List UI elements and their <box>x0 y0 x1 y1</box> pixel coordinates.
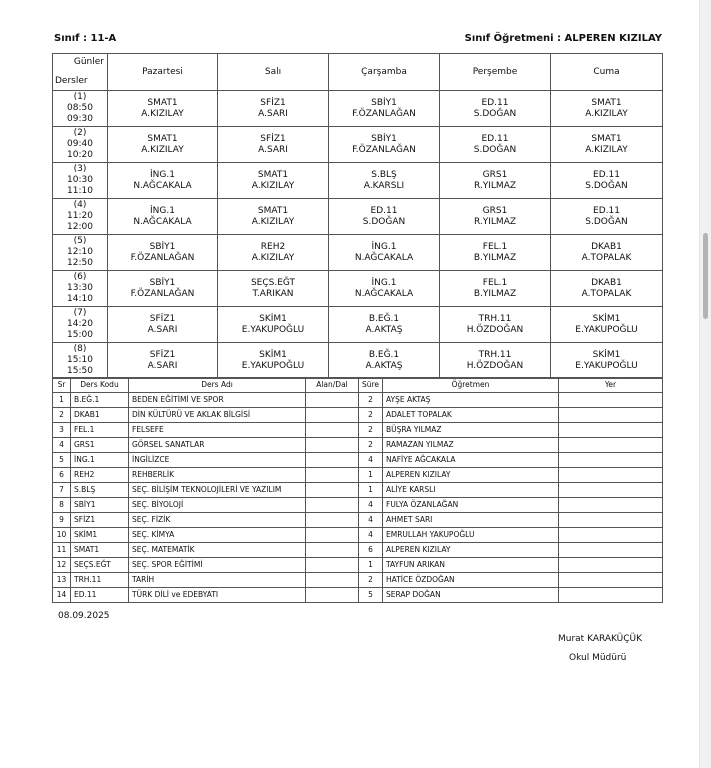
lesson-cell <box>551 163 663 199</box>
column-header: Sr <box>53 378 71 393</box>
field-branch <box>306 468 359 483</box>
lesson-code: SMAT1 <box>147 97 178 108</box>
lesson-teacher: T.ARIKAN <box>252 288 294 299</box>
lesson-cell <box>329 127 440 163</box>
lesson-teacher: N.AĞCAKALA <box>354 288 414 299</box>
principal-name: Murat KARAKÜÇÜK <box>558 634 643 644</box>
lesson-cell <box>218 271 329 307</box>
row-number: 9 <box>53 513 71 528</box>
table-row <box>53 588 663 603</box>
lesson-code: FEL.1 <box>482 277 508 288</box>
principal-title: Okul Müdürü <box>569 653 627 663</box>
row-number: 8 <box>53 498 71 513</box>
teacher-name: FULYA ÖZANLAĞAN <box>383 498 559 513</box>
teacher-name: EMRULLAH YAKUPOĞLU <box>383 528 559 543</box>
period-row <box>53 127 663 163</box>
lesson-code: S.BLŞ <box>71 483 129 498</box>
table-row <box>53 558 663 573</box>
lesson-code: SBİY1 <box>71 498 129 513</box>
period-start-time: 15:10 <box>67 355 93 365</box>
lesson-cell <box>551 307 663 343</box>
lesson-teacher: A.AKTAŞ <box>365 324 403 335</box>
period-number: (5) <box>73 236 87 246</box>
column-header: Yer <box>559 378 663 393</box>
table-row <box>53 393 663 408</box>
lesson-cell <box>440 163 551 199</box>
teacher-name: HATİCE ÖZDOĞAN <box>383 573 559 588</box>
schedule-header-row <box>53 54 663 91</box>
day-header: Cuma <box>551 54 663 91</box>
lesson-code: TRH.11 <box>478 313 512 324</box>
lesson-name: FELSEFE <box>129 423 306 438</box>
lesson-cell <box>440 199 551 235</box>
row-number: 6 <box>53 468 71 483</box>
lesson-cell <box>108 199 218 235</box>
lesson-name: TÜRK DİLİ ve EDEBYATI <box>129 588 306 603</box>
column-header: Öğretmen <box>383 378 559 393</box>
field-branch <box>306 513 359 528</box>
table-row <box>53 513 663 528</box>
lesson-code: İNG.1 <box>150 169 175 180</box>
period-number: (3) <box>73 164 87 174</box>
lesson-code: SEÇS.EĞT <box>71 558 129 573</box>
lesson-code: SBİY1 <box>149 277 176 288</box>
row-number: 4 <box>53 438 71 453</box>
teacher-name: ALPEREN KIZILAY <box>383 468 559 483</box>
lesson-cell <box>108 235 218 271</box>
weekly-hours: 5 <box>359 588 383 603</box>
table-row <box>53 543 663 558</box>
location <box>559 393 663 408</box>
lesson-code: REH2 <box>260 241 286 252</box>
lesson-name: SEÇ. SPOR EĞİTİMİ <box>129 558 306 573</box>
period-end-time: 10:20 <box>67 150 93 160</box>
lesson-name: TARİH <box>129 573 306 588</box>
weekly-hours: 2 <box>359 408 383 423</box>
lesson-teacher: F.ÖZANLAĞAN <box>130 288 195 299</box>
day-header: Perşembe <box>440 54 551 91</box>
row-number: 5 <box>53 453 71 468</box>
lesson-cell <box>329 271 440 307</box>
lesson-teacher: A.KARSLI <box>363 180 405 191</box>
lesson-code: İNG.1 <box>150 205 175 216</box>
lesson-code: İNG.1 <box>71 453 129 468</box>
weekly-hours: 1 <box>359 468 383 483</box>
lesson-teacher: E.YAKUPOĞLU <box>575 324 638 335</box>
print-date: 08.09.2025 <box>58 611 110 621</box>
day-header: Pazartesi <box>108 54 218 91</box>
lesson-code: B.EĞ.1 <box>368 313 400 324</box>
lessons-table <box>52 377 663 603</box>
period-number: (1) <box>73 92 87 102</box>
lesson-teacher: S.DOĞAN <box>362 216 406 227</box>
lesson-code: ED.11 <box>481 97 509 108</box>
location <box>559 558 663 573</box>
lesson-teacher: F.ÖZANLAĞAN <box>352 108 416 119</box>
teacher-name: ALPEREN KIZILAY <box>383 543 559 558</box>
location <box>559 423 663 438</box>
lesson-name: GÖRSEL SANATLAR <box>129 438 306 453</box>
lesson-name: BEDEN EĞİTİMİ VE SPOR <box>129 393 306 408</box>
lesson-code: SKİM1 <box>592 349 621 360</box>
weekly-hours: 4 <box>359 528 383 543</box>
weekly-hours: 1 <box>359 558 383 573</box>
lesson-cell <box>551 127 663 163</box>
teacher-name: AYŞE AKTAŞ <box>383 393 559 408</box>
lesson-cell <box>551 343 663 379</box>
teacher-name: ADALET TOPALAK <box>383 408 559 423</box>
lesson-code: SBİY1 <box>371 133 397 144</box>
period-row <box>53 199 663 235</box>
lesson-cell <box>108 307 218 343</box>
weekly-hours: 6 <box>359 543 383 558</box>
vertical-scrollbar[interactable] <box>699 0 711 768</box>
period-row <box>53 91 663 127</box>
lesson-teacher: A.KIZILAY <box>585 108 628 119</box>
lesson-cell <box>440 235 551 271</box>
period-row <box>53 343 663 379</box>
location <box>559 498 663 513</box>
lesson-code: ED.11 <box>481 133 509 144</box>
weekly-hours: 2 <box>359 573 383 588</box>
lesson-cell <box>440 343 551 379</box>
teacher-name: BÜŞRA YILMAZ <box>383 423 559 438</box>
lesson-teacher: H.ÖZDOĞAN <box>466 324 524 335</box>
weekly-hours: 2 <box>359 438 383 453</box>
lesson-cell <box>218 235 329 271</box>
scrollbar-thumb[interactable] <box>703 233 708 319</box>
lesson-cell <box>108 271 218 307</box>
lesson-name: SEÇ. BİYOLOJİ <box>129 498 306 513</box>
period-time-cell <box>53 163 108 199</box>
teacher-name: RAMAZAN YILMAZ <box>383 438 559 453</box>
lesson-teacher: N.AĞCAKALA <box>354 252 414 263</box>
lesson-code: SBİY1 <box>371 97 397 108</box>
lesson-cell <box>108 343 218 379</box>
lesson-teacher: A.TOPALAK <box>581 252 632 263</box>
lesson-cell <box>218 127 329 163</box>
lesson-code: SMAT1 <box>591 97 622 108</box>
lesson-code: ED.11 <box>593 169 620 180</box>
lesson-teacher: A.KIZILAY <box>141 144 184 155</box>
lesson-code: SMAT1 <box>147 133 178 144</box>
lesson-name: SEÇ. BİLİŞİM TEKNOLOJİLERİ VE YAZILIM <box>129 483 306 498</box>
column-header: Ders Adı <box>129 378 306 393</box>
lesson-code: SFİZ1 <box>149 313 176 324</box>
table-row <box>53 468 663 483</box>
lesson-name: SEÇ. MATEMATİK <box>129 543 306 558</box>
table-row <box>53 438 663 453</box>
lesson-code: ED.11 <box>71 588 129 603</box>
field-branch <box>306 438 359 453</box>
lesson-teacher: A.KIZILAY <box>585 144 628 155</box>
period-end-time: 11:10 <box>67 186 93 196</box>
row-number: 11 <box>53 543 71 558</box>
period-time-cell <box>53 127 108 163</box>
lesson-cell <box>329 235 440 271</box>
period-end-time: 12:50 <box>67 258 93 268</box>
period-row <box>53 307 663 343</box>
row-number: 7 <box>53 483 71 498</box>
field-branch <box>306 453 359 468</box>
period-time-cell <box>53 235 108 271</box>
period-start-time: 12:10 <box>67 247 93 257</box>
period-end-time: 14:10 <box>67 294 93 304</box>
schedule-container <box>52 53 664 376</box>
lesson-teacher: A.SARI <box>147 324 178 335</box>
period-start-time: 10:30 <box>67 175 93 185</box>
lesson-cell <box>329 163 440 199</box>
period-start-time: 08:50 <box>67 103 93 113</box>
lesson-cell <box>440 127 551 163</box>
lesson-teacher: S.DOĞAN <box>473 144 517 155</box>
lesson-cell <box>440 307 551 343</box>
lesson-cell <box>108 163 218 199</box>
lesson-cell <box>218 343 329 379</box>
lesson-name: SEÇ. KİMYA <box>129 528 306 543</box>
lesson-code: GRS1 <box>71 438 129 453</box>
column-header: Ders Kodu <box>71 378 129 393</box>
lesson-code: SFİZ1 <box>260 133 286 144</box>
period-row <box>53 163 663 199</box>
lesson-code: ED.11 <box>593 205 620 216</box>
field-branch <box>306 558 359 573</box>
period-time-cell <box>53 307 108 343</box>
field-branch <box>306 528 359 543</box>
lesson-code: SMAT1 <box>71 543 129 558</box>
lesson-code: GRS1 <box>482 205 508 216</box>
period-end-time: 12:00 <box>67 222 93 232</box>
lesson-teacher: A.KIZILAY <box>141 108 184 119</box>
lesson-code: SKİM1 <box>259 313 287 324</box>
period-end-time: 09:30 <box>67 114 93 124</box>
teacher-name: NAFİYE AĞCAKALA <box>383 453 559 468</box>
lesson-code: DKAB1 <box>591 277 622 288</box>
period-row <box>53 235 663 271</box>
lesson-teacher: A.SARI <box>147 360 178 371</box>
period-start-time: 14:20 <box>67 319 93 329</box>
table-row <box>53 498 663 513</box>
lesson-cell <box>329 91 440 127</box>
lesson-teacher: E.YAKUPOĞLU <box>241 360 305 371</box>
weekly-hours: 4 <box>359 513 383 528</box>
row-number: 13 <box>53 573 71 588</box>
field-branch <box>306 573 359 588</box>
lesson-teacher: E.YAKUPOĞLU <box>241 324 305 335</box>
period-end-time: 15:50 <box>67 366 93 376</box>
lesson-teacher: S.DOĞAN <box>585 216 628 227</box>
lesson-teacher: A.KIZILAY <box>251 180 295 191</box>
weekly-hours: 1 <box>359 483 383 498</box>
period-time-cell <box>53 271 108 307</box>
lesson-code: TRH.11 <box>478 349 512 360</box>
lesson-teacher: A.SARI <box>258 144 288 155</box>
period-end-time: 15:00 <box>67 330 93 340</box>
lesson-cell <box>551 199 663 235</box>
lesson-cell <box>218 163 329 199</box>
location <box>559 453 663 468</box>
table-row <box>53 483 663 498</box>
lesson-teacher: S.DOĞAN <box>585 180 628 191</box>
teacher-name: ALİYE KARSLI <box>383 483 559 498</box>
lesson-code: REH2 <box>71 468 129 483</box>
lesson-name: REHBERLİK <box>129 468 306 483</box>
location <box>559 513 663 528</box>
lesson-teacher: A.KIZILAY <box>251 252 295 263</box>
period-number: (8) <box>73 344 87 354</box>
teacher-name: TAYFUN ARIKAN <box>383 558 559 573</box>
lesson-code: DKAB1 <box>71 408 129 423</box>
period-number: (4) <box>73 200 87 210</box>
lesson-code: S.BLŞ <box>371 169 397 180</box>
period-time-cell <box>53 91 108 127</box>
class-teacher-label: Sınıf Öğretmeni : ALPEREN KIZILAY <box>464 33 662 44</box>
class-label: Sınıf : 11-A <box>54 33 117 44</box>
lesson-code: TRH.11 <box>71 573 129 588</box>
lesson-cell <box>329 199 440 235</box>
period-start-time: 09:40 <box>67 139 93 149</box>
location <box>559 543 663 558</box>
lesson-code: SMAT1 <box>591 133 622 144</box>
lesson-cell <box>551 235 663 271</box>
lesson-code: FEL.1 <box>71 423 129 438</box>
teacher-name: SERAP DOĞAN <box>383 588 559 603</box>
lesson-code: FEL.1 <box>482 241 508 252</box>
lesson-teacher: N.AĞCAKALA <box>133 216 192 227</box>
teacher-name: AHMET SARI <box>383 513 559 528</box>
lesson-code: SFİZ1 <box>71 513 129 528</box>
schedule-corner-cell <box>53 54 108 91</box>
lesson-teacher: E.YAKUPOĞLU <box>575 360 638 371</box>
lesson-teacher: A.KIZILAY <box>251 216 295 227</box>
lesson-code: B.EĞ.1 <box>71 393 129 408</box>
lesson-cell <box>218 91 329 127</box>
lessons-axis-label: Dersler <box>55 76 88 86</box>
lesson-code: SKİM1 <box>592 313 621 324</box>
lesson-cell <box>218 307 329 343</box>
lesson-teacher: R.YILMAZ <box>473 180 517 191</box>
field-branch <box>306 483 359 498</box>
weekly-hours: 2 <box>359 423 383 438</box>
lesson-cell <box>440 271 551 307</box>
field-branch <box>306 543 359 558</box>
field-branch <box>306 588 359 603</box>
table-row <box>53 573 663 588</box>
lesson-cell <box>329 343 440 379</box>
row-number: 14 <box>53 588 71 603</box>
location <box>559 438 663 453</box>
lesson-teacher: A.AKTAŞ <box>365 360 403 371</box>
lesson-code: İNG.1 <box>371 241 397 252</box>
lesson-cell <box>440 91 551 127</box>
period-row <box>53 271 663 307</box>
days-axis-label: Günler <box>73 57 104 67</box>
column-header: Alan/Dal <box>306 378 359 393</box>
lesson-cell <box>108 91 218 127</box>
period-start-time: 13:30 <box>67 283 93 293</box>
period-number: (7) <box>73 308 87 318</box>
weekly-hours: 4 <box>359 498 383 513</box>
period-time-cell <box>53 343 108 379</box>
lesson-teacher: B.YILMAZ <box>473 288 517 299</box>
lesson-name: SEÇ. FİZİK <box>129 513 306 528</box>
lesson-teacher: N.AĞCAKALA <box>133 180 192 191</box>
weekly-hours: 2 <box>359 393 383 408</box>
location <box>559 483 663 498</box>
location <box>559 408 663 423</box>
lesson-teacher: H.ÖZDOĞAN <box>466 360 524 371</box>
lessons-header-row <box>53 378 663 393</box>
field-branch <box>306 408 359 423</box>
lesson-teacher: F.ÖZANLAĞAN <box>352 144 416 155</box>
field-branch <box>306 423 359 438</box>
lesson-code: SFİZ1 <box>149 349 176 360</box>
field-branch <box>306 498 359 513</box>
lesson-teacher: A.SARI <box>258 108 288 119</box>
lesson-teacher: B.YILMAZ <box>473 252 517 263</box>
row-number: 3 <box>53 423 71 438</box>
lesson-code: SKİM1 <box>71 528 129 543</box>
period-time-cell <box>53 199 108 235</box>
lesson-code: GRS1 <box>482 169 508 180</box>
lesson-code: İNG.1 <box>371 277 397 288</box>
row-number: 1 <box>53 393 71 408</box>
lesson-teacher: F.ÖZANLAĞAN <box>130 252 195 263</box>
lesson-cell <box>551 91 663 127</box>
row-number: 2 <box>53 408 71 423</box>
lesson-cell <box>218 199 329 235</box>
lesson-cell <box>329 307 440 343</box>
table-row <box>53 423 663 438</box>
column-header: Süre <box>359 378 383 393</box>
lesson-name: İNGİLİZCE <box>129 453 306 468</box>
table-row <box>53 453 663 468</box>
lesson-code: DKAB1 <box>591 241 622 252</box>
period-start-time: 11:20 <box>67 211 93 221</box>
lesson-code: ED.11 <box>370 205 398 216</box>
row-number: 12 <box>53 558 71 573</box>
lesson-code: SFİZ1 <box>260 97 286 108</box>
lesson-cell <box>551 271 663 307</box>
lesson-code: SMAT1 <box>257 205 289 216</box>
location <box>559 468 663 483</box>
lesson-code: SKİM1 <box>259 349 287 360</box>
day-header: Salı <box>218 54 329 91</box>
weekly-schedule-table <box>52 53 663 379</box>
lesson-cell <box>108 127 218 163</box>
period-number: (2) <box>73 128 87 138</box>
table-row <box>53 528 663 543</box>
day-header: Çarşamba <box>329 54 440 91</box>
lesson-code: B.EĞ.1 <box>368 349 400 360</box>
lesson-teacher: R.YILMAZ <box>473 216 517 227</box>
period-number: (6) <box>73 272 87 282</box>
lesson-code: SBİY1 <box>149 241 176 252</box>
lesson-code: SEÇS.EĞT <box>250 277 296 288</box>
lesson-teacher: A.TOPALAK <box>581 288 632 299</box>
location <box>559 588 663 603</box>
lesson-code: SMAT1 <box>257 169 289 180</box>
weekly-hours: 4 <box>359 453 383 468</box>
row-number: 10 <box>53 528 71 543</box>
field-branch <box>306 393 359 408</box>
location <box>559 528 663 543</box>
lesson-name: DİN KÜLTÜRÜ VE AKLAK BİLGİSİ <box>129 408 306 423</box>
location <box>559 573 663 588</box>
lesson-teacher: S.DOĞAN <box>473 108 517 119</box>
table-row <box>53 408 663 423</box>
